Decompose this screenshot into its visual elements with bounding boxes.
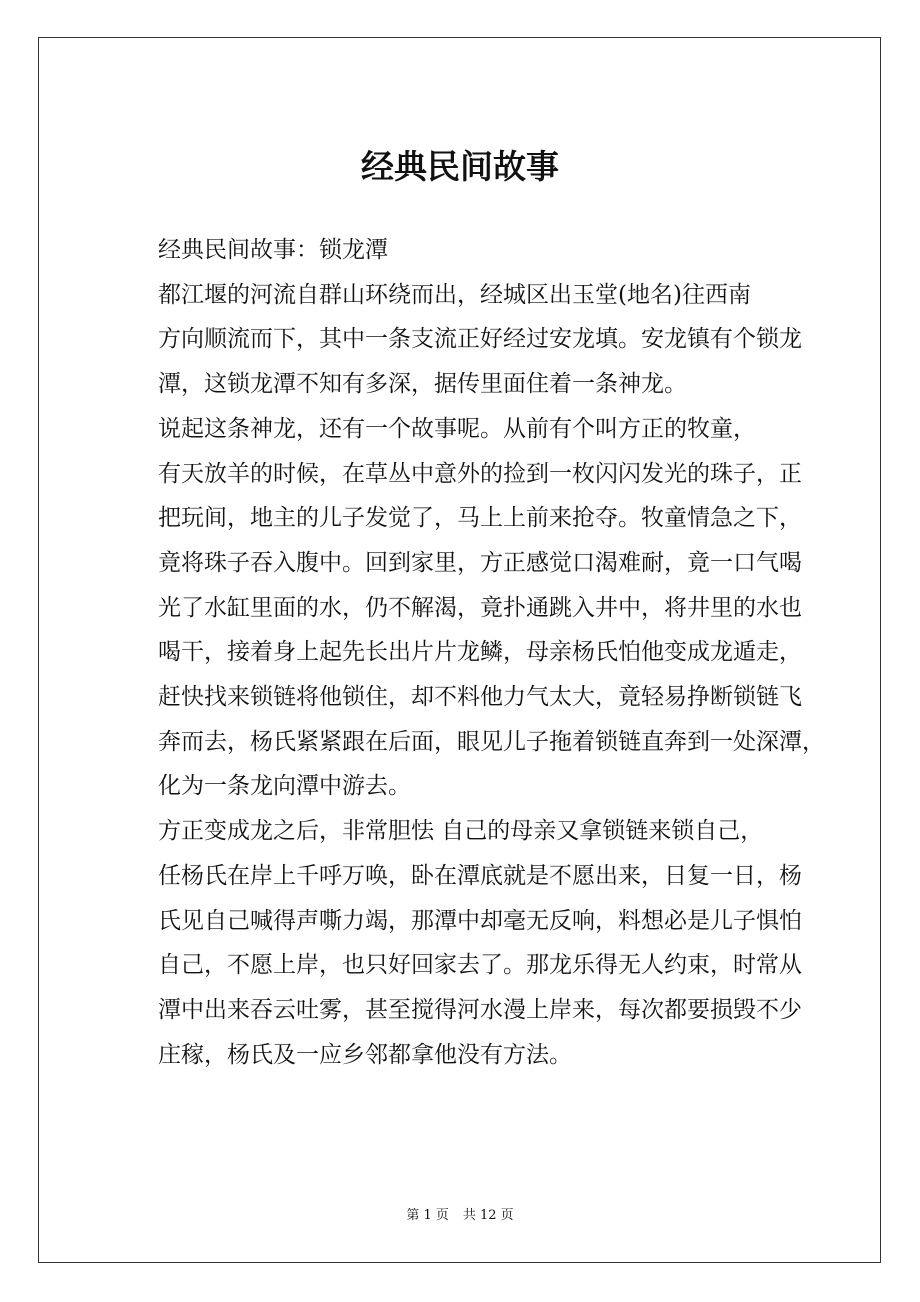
paragraph-line: 潭，这锁龙潭不知有多深，据传里面住着一条神龙。 xyxy=(158,371,687,398)
paragraph-line: 有天放羊的时候，在草丛中意外的捡到一枚闪闪发光的珠子，正 xyxy=(158,460,802,487)
paragraph-line: 赶快找来锁链将他锁住，却不料他力气太大，竟轻易挣断锁链飞 xyxy=(158,684,802,711)
page-footer xyxy=(0,1207,920,1225)
story-subtitle: 经典民间故事：锁龙潭 xyxy=(158,237,388,263)
page-total: 共 12 页 xyxy=(462,1208,514,1223)
paragraph-line: 化为一条龙向潭中游去。 xyxy=(158,773,411,800)
paragraph-line: 氏见自己喊得声嘶力竭，那潭中却毫无反响，料想必是儿子惧怕 xyxy=(158,907,802,934)
paragraph-line: 喝干，接着身上起先长出片片龙鳞，母亲杨氏怕他变成龙遁走， xyxy=(158,639,802,666)
paragraph-line: 说起这条神龙，还有一个故事呢。从前有个叫方正的牧童， xyxy=(158,415,756,442)
paragraph-3 xyxy=(112,809,812,1077)
paragraph-line: 自己，不愿上岸，也只好回家去了。那龙乐得无人约束，时常从 xyxy=(158,952,802,979)
paragraph-line: 光了水缸里面的水，仍不解渴，竟扑通跳入井中，将井里的水也 xyxy=(158,594,802,621)
paragraph-line: 奔而去，杨氏紧紧跟在后面，眼见儿子拖着锁链直奔到一处深潭， xyxy=(158,728,825,755)
page-number: 第 1 页 xyxy=(406,1208,449,1223)
paragraph-line: 庄稼，杨氏及一应乡邻都拿他没有方法。 xyxy=(158,1041,572,1068)
paragraph-line: 方向顺流而下，其中一条支流正好经过安龙填。安龙镇有个锁龙 xyxy=(158,326,802,353)
paragraph-line: 方正变成龙之后，非常胆怯 自己的母亲又拿锁链来锁自己， xyxy=(158,818,764,845)
paragraph-2 xyxy=(112,407,825,809)
paragraph-line: 竟将珠子吞入腹中。回到家里，方正感觉口渴难耐，竟一口气喝 xyxy=(158,549,802,576)
paragraph-line: 都江堰的河流自群山环绕而出，经城区出玉堂(地名)往西南 xyxy=(158,281,751,308)
paragraph-line: 把玩间，地主的儿子发觉了，马上上前来抢夺。牧童情急之下， xyxy=(158,505,802,532)
document-body xyxy=(112,228,825,1077)
document-title: 经典民间故事 xyxy=(361,147,559,186)
paragraph-line: 任杨氏在岸上千呼万唤，卧在潭底就是不愿出来，日复一日，杨 xyxy=(158,862,802,889)
paragraph-1 xyxy=(112,273,812,407)
paragraph-line: 潭中出来吞云吐雾，甚至搅得河水漫上岸来，每次都要损毁不少 xyxy=(158,996,802,1023)
